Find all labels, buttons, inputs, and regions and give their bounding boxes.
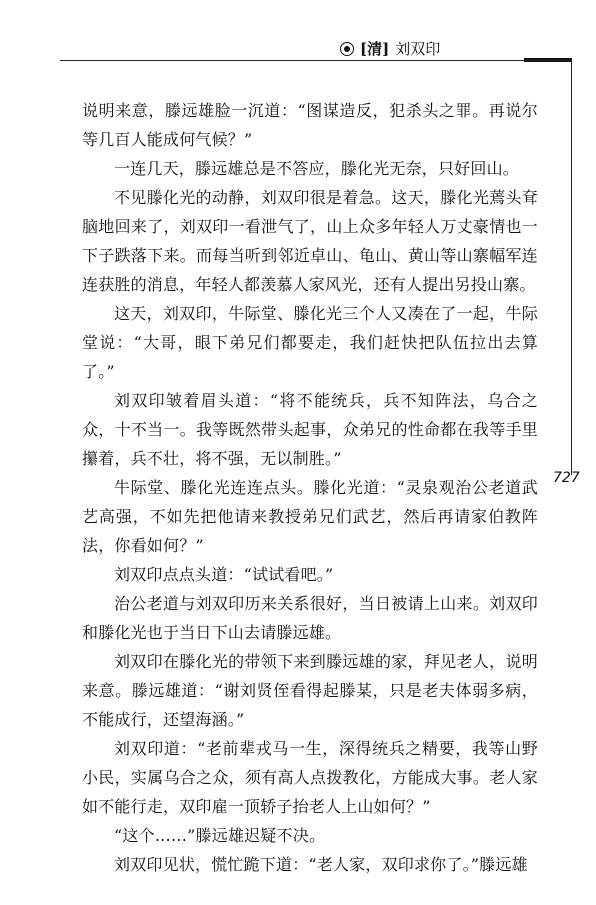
paragraph: 牛际堂、滕化光连连点头。滕化光道：“灵泉观治公老道武艺高强，不如先把他请来教授弟兄们武艺，然后再请家伯教阵法，你看如何？” [82,478,538,555]
paragraph: “这个……”滕远雄迟疑不决。 [114,826,326,845]
paragraph: 刘双印皱着眉头道：“将不能统兵，兵不知阵法，乌合之众，十不当一。我等既然带头起事，众弟兄的性命都在我等手里攥着，兵不壮，将不强，无以制胜。” [82,391,538,468]
margin-rule [571,60,572,475]
paragraph: 治公老道与刘双印历来关系很好，当日被请上山来。刘双印和滕化光也于当日下山去请滕远雄。 [82,594,538,642]
page-number: 727 [553,470,580,486]
running-header [340,38,440,59]
paragraph: 刘双印在滕化光的带领下来到滕远雄的家，拜见老人，说明来意。滕远雄道：“谢刘贤侄看得起滕某，只是老夫体弱多病，不能成行，还望海涵。” [82,652,538,729]
paragraph: 说明来意，滕远雄脸一沉道：“图谋造反，犯杀头之罪。再说尔等几百人能成何气候？” [82,101,538,149]
header-author: 刘双印 [395,40,441,58]
header-rule [60,60,572,61]
paragraph: 刘双印点点头道：“试试看吧。” [114,565,334,584]
body-text [82,96,538,879]
paragraph: 这天，刘双印，牛际堂、滕化光三个人又凑在了一起，牛际堂说：“大哥，眼下弟兄们都要走，我们赶快把队伍拉出去算了。” [82,304,538,381]
paragraph: 刘双印道：“老前辈戎马一生，深得统兵之精要，我等山野小民，实属乌合之众，须有高人点拨教化，方能成大事。老人家如不能行走，双印雇一顶轿子抬老人上山如何？” [82,739,538,816]
bullet-circle-icon [340,42,354,56]
paragraph: 一连几天，滕远雄总是不答应，滕化光无奈，只好回山。 [114,159,520,178]
paragraph: 不见滕化光的动静，刘双印很是着急。这天，滕化光蔫头耷脑地回来了，刘双印一看泄气了，山上众多年轻人万丈豪情也一下子跌落下来。而每当听到邻近卓山、龟山、黄山等山寨幅军连连获胜的消息，年轻人都羡慕人家风光，还有人提出另投山寨。 [82,188,538,294]
paragraph: 刘双印见状，慌忙跪下道：“老人家，双印求你了。”滕远雄 [114,855,528,874]
header-dynasty: [清] [360,40,390,58]
